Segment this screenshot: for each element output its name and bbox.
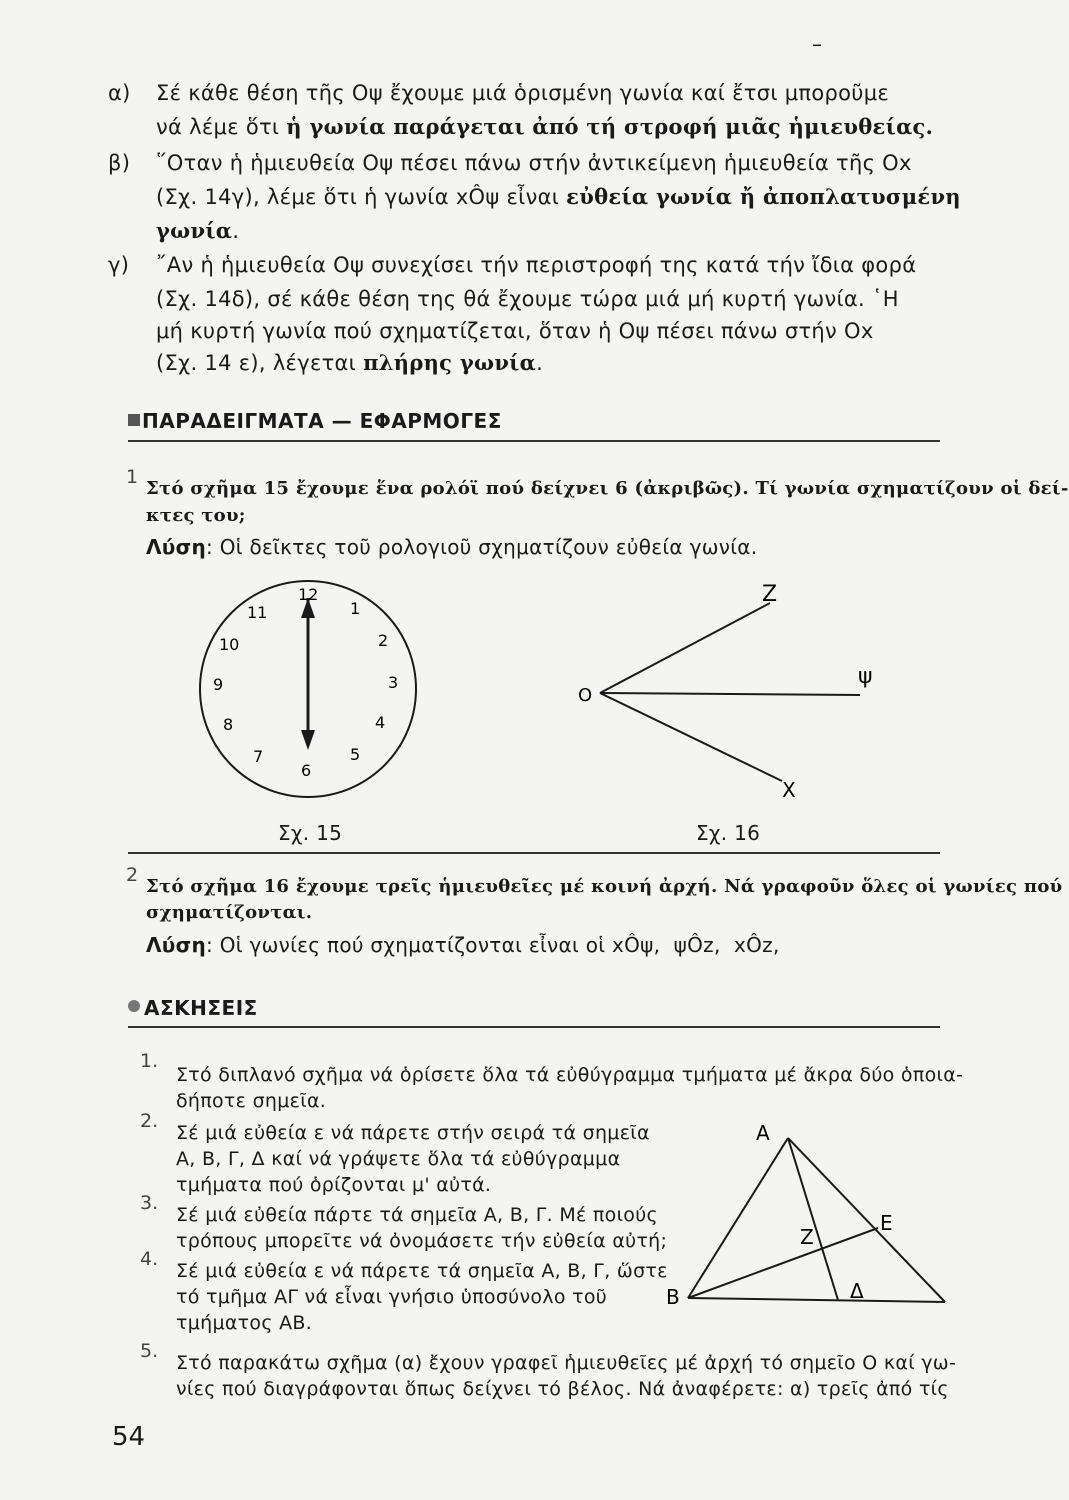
- clock-number-5: 5: [350, 745, 361, 764]
- figure-15-caption: Σχ. 15: [278, 821, 343, 845]
- paragraph-c-marker: γ): [108, 253, 130, 277]
- example-2-line1: Στό σχῆμα 16 ἔχουμε τρεῖς ἡμιευθεῖες μέ κοινή ἀρχή. Νά γραφοῦν ὅλες οἱ γωνίες πού: [146, 876, 1063, 897]
- paragraph-c-line4-bold: πλήρης γωνία: [363, 350, 537, 375]
- exercise-3-number: 3.: [140, 1192, 159, 1214]
- angle-xoz: xÔz: [733, 933, 773, 957]
- label-o: O: [578, 685, 593, 706]
- label-beta: Β: [666, 1285, 680, 1309]
- paragraph-b-marker: β): [108, 151, 131, 175]
- example-1-number: 1: [126, 466, 139, 488]
- paragraph-c-line1: ῎Αν ἡ ἡμιευθεία Οψ συνεχίσει τήν περιστροφή της κατά τήν ἴδια φορά: [156, 253, 917, 277]
- clock-number-1: 1: [350, 599, 361, 618]
- exercise-5-number: 5.: [140, 1340, 159, 1362]
- exercise-4-line3: τμήματος ΑΒ.: [176, 1312, 313, 1334]
- paragraph-b-line3-bold: γωνία: [156, 218, 233, 243]
- example-1-solution-text: : Οἱ δεῖκτες τοῦ ρολογιοῦ σχηματίζουν εὐθεία γωνία.: [206, 535, 758, 559]
- exercise-1-line1: Στό διπλανό σχῆμα νά ὁρίσετε ὅλα τά εὐθύγραμμα τμήματα μέ ἄκρα δύο ὁποια-: [176, 1064, 964, 1086]
- example-2-solution-label: Λύση: [146, 933, 206, 957]
- paragraph-c-line2: (Σχ. 14δ), σέ κάθε θέση της θά ἔχουμε τώρα μιά μή κυρτή γωνία. ῾Η: [156, 287, 899, 311]
- section-exercises-rule: [128, 1026, 940, 1028]
- rays-figure: [570, 575, 873, 805]
- paragraph-a-line1: Σέ κάθε θέση τῆς Οψ ἔχουμε μιά ὁρισμένη γωνία καί ἔτσι μποροῦμε: [156, 81, 890, 105]
- example-1-line1: Στό σχῆμα 15 ἔχουμε ἕνα ρολόϊ πού δείχνει 6 (ἀκριβῶς). Τί γωνία σχηματίζουν οἱ δεί-: [146, 478, 1069, 499]
- paragraph-c-line4: [156, 348, 543, 378]
- paragraph-b-line3-end: .: [232, 219, 240, 243]
- page-number: 54: [112, 1422, 146, 1452]
- angle-xopsi: xÔψ: [455, 185, 500, 209]
- hour-hand-arrow: [301, 730, 315, 750]
- clock-number-3: 3: [388, 673, 399, 692]
- exercise-1-line2: δήποτε σημεῖα.: [176, 1090, 327, 1112]
- label-z: Z: [762, 582, 778, 607]
- figure-16-caption: Σχ. 16: [696, 821, 761, 845]
- exercise-5-line2: νίες πού διαγράφονται ὅπως δείχνει τό βέλος. Νά ἀναφέρετε: α) τρεῖς ἀπό τίς: [176, 1378, 949, 1400]
- exercise-4-line2: τό τμῆμα ΑΓ νά εἶναι γνήσιο ὑποσύνολο τοῦ: [176, 1286, 608, 1308]
- clock-number-2: 2: [378, 631, 389, 650]
- ray-ox: [600, 693, 782, 781]
- side-ab: [688, 1138, 788, 1298]
- section-examples-rule: [128, 440, 940, 442]
- clock-number-9: 9: [213, 675, 224, 694]
- side-a-right: [788, 1138, 945, 1302]
- clock-figure: [195, 578, 425, 808]
- paragraph-c-line4-plain: (Σχ. 14 ε), λέγεται: [156, 351, 364, 375]
- label-delta: Δ: [850, 1279, 864, 1303]
- exercise-3-line2: τρόπους μπορεῖτε νά ὀνομάσετε τήν εὐθεία αὐτή;: [176, 1230, 668, 1252]
- section-bullet-square: [128, 414, 140, 426]
- exercise-3-line1: Σέ μιά εὐθεία πάρτε τά σημεῖα Α, Β, Γ. Μέ ποιούς: [176, 1204, 658, 1226]
- example-2-solution: Λύση: Οἱ γωνίες πού σχηματίζονται εἶναι οἱ xÔψ, ψÔz, xÔz,: [146, 933, 780, 957]
- clock-number-12: 12: [298, 585, 319, 604]
- label-epsilon: Ε: [880, 1211, 893, 1235]
- paragraph-b-line2-mid: εἶναι: [499, 185, 567, 209]
- segment-a-delta: [788, 1138, 838, 1300]
- paragraph-b-line3: [156, 216, 239, 246]
- exercise-5-line1: Στό παρακάτω σχῆμα (α) ἔχουν γραφεῖ ἡμιευθεῖες μέ ἀρχή τό σημεῖο Ο καί γω-: [176, 1352, 957, 1374]
- paragraph-c-line3: μή κυρτή γωνία πού σχηματίζεται, ὅταν ἡ Οψ πέσει πάνω στήν Οx: [156, 319, 874, 343]
- clock-number-4: 4: [375, 713, 386, 732]
- label-x: X: [782, 778, 796, 802]
- paragraph-c-line4-end: .: [536, 351, 544, 375]
- clock-number-7: 7: [253, 747, 264, 766]
- angle-psioz: ψÔz: [673, 933, 714, 957]
- ray-opsi: [600, 693, 860, 695]
- example-1-solution: [146, 532, 757, 562]
- clock-number-8: 8: [223, 715, 234, 734]
- paragraph-b-line2-bold: εὐθεία γωνία ἤ ἀποπλατυσμένη: [566, 184, 961, 209]
- exercise-4-line1: Σέ μιά εὐθεία ε νά πάρετε τά σημεῖα Α, Β, Γ, ὥστε: [176, 1260, 668, 1282]
- corner-mark: –: [812, 32, 822, 56]
- exercise-2-number: 2.: [140, 1110, 159, 1132]
- angle-xopsi-solution: xÔψ: [611, 933, 654, 957]
- exercise-4-number: 4.: [140, 1248, 159, 1270]
- exercise-2-line2: Α, Β, Γ, Δ καί νά γράψετε ὅλα τά εὐθύγραμμα: [176, 1148, 621, 1170]
- label-alpha: Α: [756, 1121, 770, 1145]
- paragraph-a-line2-bold: ἡ γωνία παράγεται ἀπό τή στροφή μιᾶς ἡμιευθείας.: [286, 114, 934, 139]
- side-base: [688, 1298, 945, 1302]
- exercise-1-number: 1.: [140, 1050, 159, 1072]
- paragraph-b-line1: ῞Οταν ἡ ἡμιευθεία Οψ πέσει πάνω στήν ἀντικείμενη ἡμιευθεία τῆς Οx: [156, 151, 912, 175]
- paragraph-b-line2-plain: (Σχ. 14γ), λέμε ὅτι ἡ γωνία: [156, 185, 456, 209]
- clock-number-11: 11: [247, 603, 268, 622]
- exercise-2-line3: τμήματα πού ὁρίζονται μ' αὐτά.: [176, 1174, 492, 1196]
- paragraph-a-line2: [156, 112, 933, 142]
- paragraph-a-marker: α): [108, 81, 131, 105]
- ray-oz: [600, 603, 770, 693]
- exercise-2-line1: Σέ μιά εὐθεία ε νά πάρετε στήν σειρά τά σημεῖα: [176, 1122, 650, 1144]
- section-examples-title: ΠΑΡΑΔΕΙΓΜΑΤΑ — ΕΦΑΡΜΟΓΕΣ: [142, 409, 502, 433]
- example-2-rule: [128, 852, 940, 854]
- example-2-line2: σχηματίζονται.: [146, 902, 313, 923]
- section-bullet-dot: [128, 1000, 140, 1012]
- label-psi: ψ: [858, 664, 873, 689]
- paragraph-a-line2-plain: νά λέμε ὅτι: [156, 115, 287, 139]
- example-2-solution-text: : Οἱ γωνίες πού σχηματίζονται εἶναι οἱ: [206, 933, 612, 957]
- example-2-number: 2: [126, 864, 139, 886]
- paragraph-b-line2: [156, 182, 961, 212]
- clock-number-6: 6: [301, 761, 312, 780]
- section-exercises-title: ΑΣΚΗΣΕΙΣ: [144, 996, 258, 1020]
- triangle-figure: [660, 1120, 945, 1310]
- example-1-line2: κτες του;: [146, 505, 246, 526]
- clock-number-10: 10: [219, 635, 240, 654]
- label-zeta: Ζ: [800, 1225, 814, 1249]
- example-1-solution-label: Λύση: [146, 535, 206, 559]
